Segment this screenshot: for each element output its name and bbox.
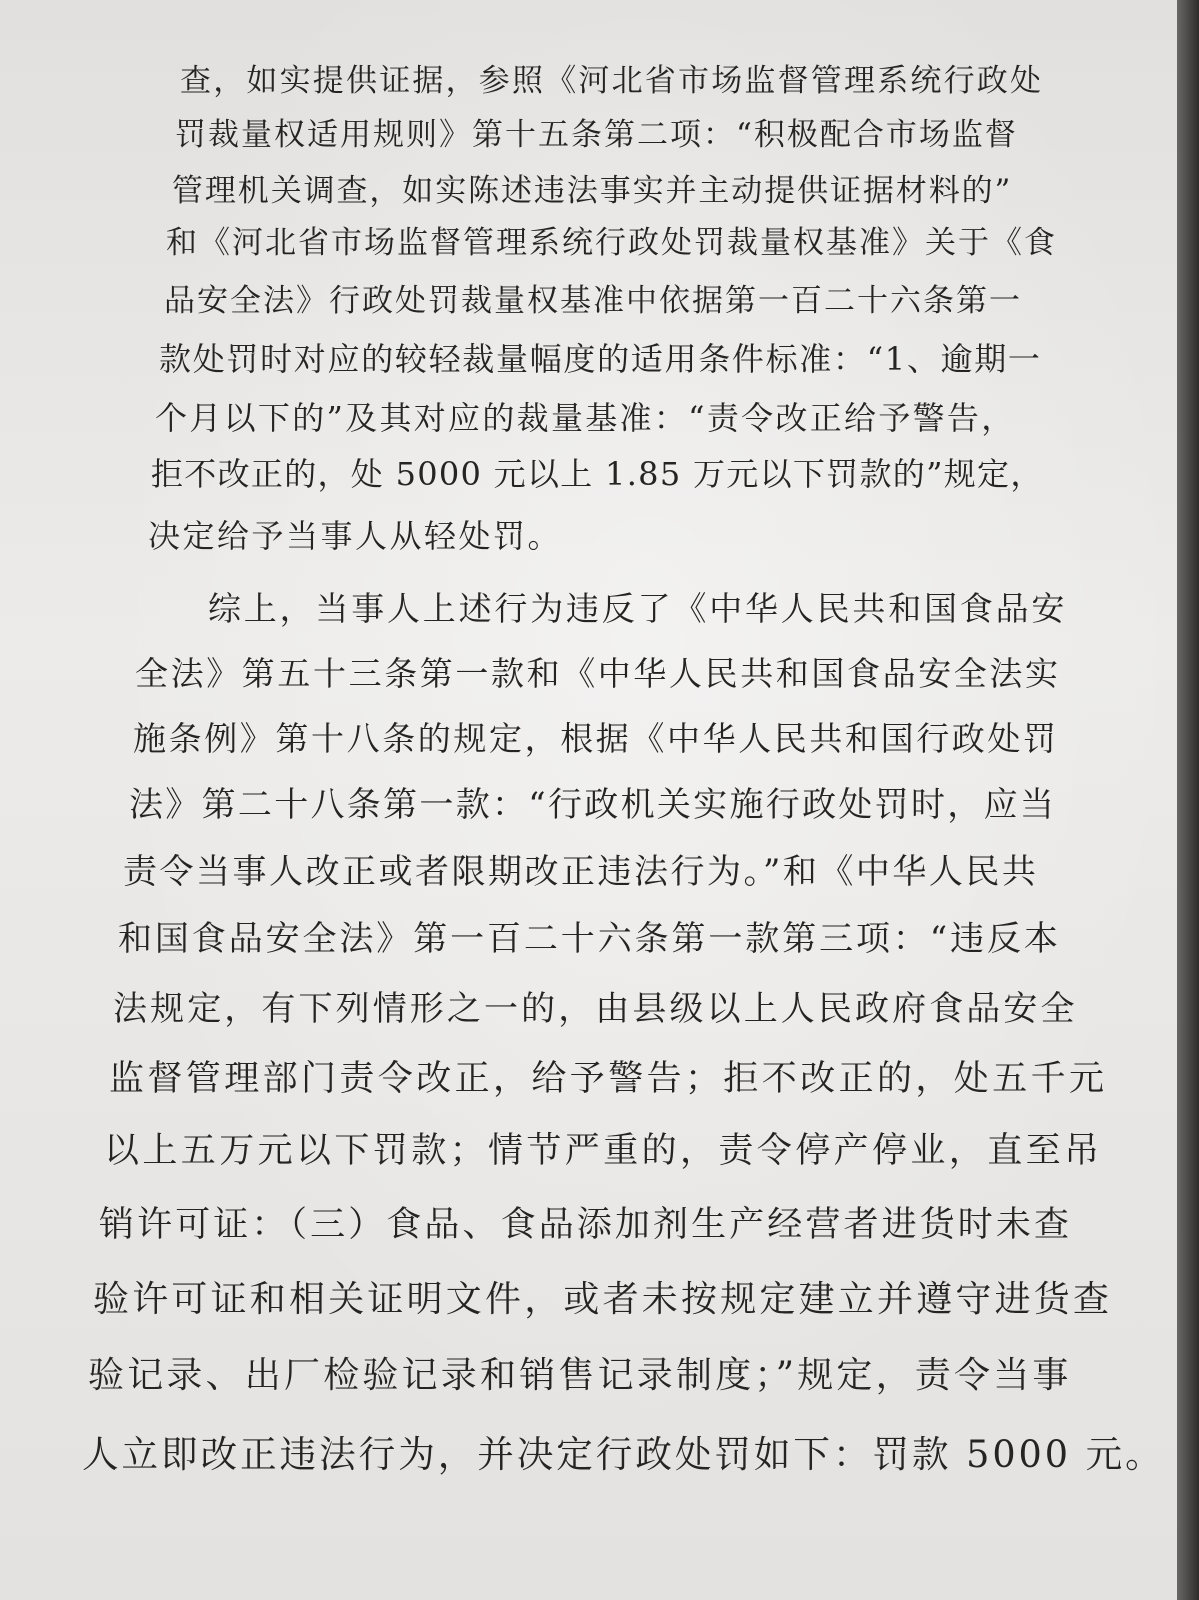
text-line: 拒不改正的，处 5000 元以上 1.85 万元以下罚款的”规定， xyxy=(151,455,1044,493)
text-line: 查，如实提供证据，参照《河北省市场监督管理系统行政处 xyxy=(180,63,1044,99)
text-line: 以上五万元以下罚款；情节严重的，责令停产停业，直至吊 xyxy=(104,1131,1103,1171)
text-line: 个月以下的”及其对应的裁量基准：“责令改正给予警告， xyxy=(155,399,1016,437)
text-line: 全法》第五十三条第一款和《中华人民共和国食品安全法实 xyxy=(135,654,1061,693)
text-line: 销许可证：（三）食品、食品添加剂生产经营者进货时未查 xyxy=(99,1205,1073,1245)
text-line: 人立即改正违法行为，并决定行政处罚如下：罚款 5000 元。 xyxy=(82,1433,1165,1476)
text-line: 法规定，有下列情形之一的，由县级以上人民政府食品安全 xyxy=(113,989,1078,1029)
paragraph-start-line: 综上，当事人上述行为违反了《中华人民共和国食品安 xyxy=(208,589,1068,628)
text-line: 和《河北省市场监督管理系统行政处罚裁量权基准》关于《食 xyxy=(166,225,1057,261)
text-line: 监督管理部门责令改正，给予警告；拒不改正的，处五千元 xyxy=(109,1059,1108,1099)
background-edge xyxy=(1177,0,1199,1600)
text-line: 罚裁量权适用规则》第十五条第二项：“积极配合市场监督 xyxy=(175,117,1018,153)
text-line: 施条例》第十八条的规定，根据《中华人民共和国行政处罚 xyxy=(133,719,1059,758)
text-line: 法》第二十八条第一款：“行政机关实施行政处罚时，应当 xyxy=(129,785,1057,825)
text-line: 款处罚时对应的较轻裁量幅度的适用条件标准：“1、逾期一 xyxy=(159,340,1042,378)
text-line: 验记录、出厂检验记录和销售记录制度；”规定，责令当事 xyxy=(88,1355,1072,1396)
text-line: 品安全法》行政处罚裁量权基准中依据第一百二十六条第一 xyxy=(164,283,1022,319)
text-line: 决定给予当事人从轻处罚。 xyxy=(148,517,563,555)
text-line: 和国食品安全法》第一百二十六条第一款第三项：“违反本 xyxy=(118,919,1061,959)
text-line: 验许可证和相关证明文件，或者未按规定建立并遵守进货查 xyxy=(93,1279,1113,1320)
text-line: 管理机关调查，如实陈述违法事实并主动提供证据材料的” xyxy=(172,173,1013,209)
text-line: 责令当事人改正或者限期改正违法行为。”和《中华人民共 xyxy=(123,852,1039,892)
